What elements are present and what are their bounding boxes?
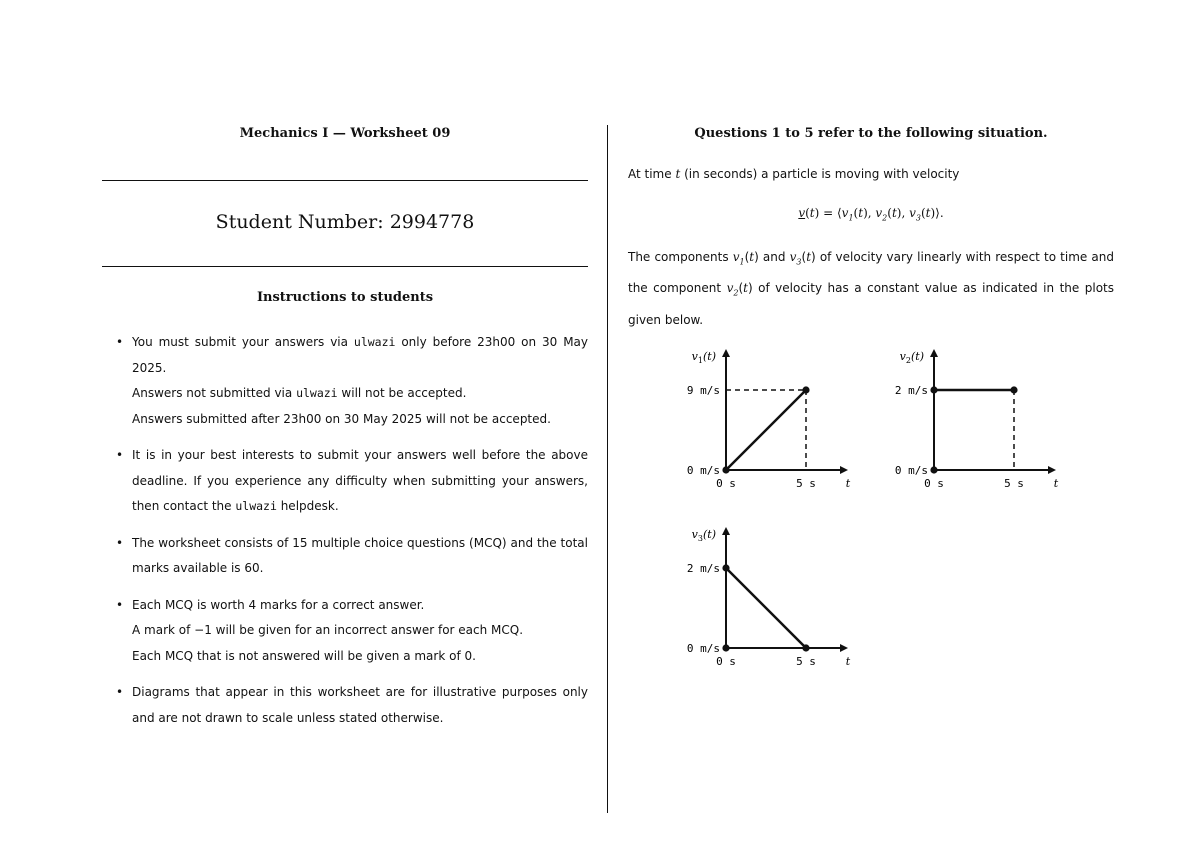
student-number-value: 2994778	[389, 211, 475, 233]
instruction-item	[102, 531, 588, 582]
x-axis-arrow-icon	[840, 644, 848, 652]
instruction-line: Each MCQ that is not answered will be given a mark of 0.	[132, 648, 476, 663]
data-point	[802, 386, 809, 393]
y-tick-label: 0 m/s	[686, 464, 720, 477]
instruction-item	[102, 443, 588, 520]
velocity-equation-render: $v(t) = ⟨v_1(t)$, $v_2(t)$, $v_3(t)⟩$.	[798, 206, 944, 223]
bullet-icon: •	[116, 535, 124, 550]
platform-name: ulwazi	[235, 499, 277, 513]
data-point	[802, 644, 809, 651]
instruction-line: Answers not submitted via ulwazi will not be accepted.	[132, 386, 467, 400]
y-axis-label: $v_1(t)$	[691, 350, 716, 365]
data-point	[722, 564, 729, 571]
x-tick-label: 0 s	[716, 477, 736, 490]
bullet-icon: •	[116, 685, 124, 699]
instruction-item	[102, 330, 588, 432]
bullet-icon: •	[116, 448, 124, 462]
data-point	[722, 466, 729, 473]
y-axis-arrow-icon	[722, 527, 730, 535]
components-paragraph	[628, 244, 1114, 333]
student-number-label: Student Number:	[215, 211, 384, 233]
instruction-line: A mark of −1 will be given for an incorrect answer for each MCQ.	[132, 623, 524, 637]
x-axis-label: t	[1053, 477, 1059, 490]
worksheet-title: Mechanics I — Worksheet 09	[239, 126, 451, 141]
instruction-line: Each MCQ is worth 4 marks for a correct answer.	[132, 597, 425, 612]
y-tick-label: 9 m/s	[686, 384, 720, 397]
x-tick-label: 5 s	[796, 655, 816, 668]
plot-v2	[880, 340, 1070, 493]
instruction-line: You must submit your answers via ulwazi only before 23h00 on 30 May 2025.	[132, 335, 588, 375]
series-line	[726, 568, 806, 648]
x-tick-label: 5 s	[1004, 477, 1024, 490]
y-axis-arrow-icon	[722, 349, 730, 357]
origin-point	[722, 644, 729, 651]
bullet-icon: •	[116, 597, 124, 612]
instruction-line: Answers submitted after 23h00 on 30 May 2025 will not be accepted.	[132, 411, 551, 426]
x-axis-arrow-icon	[840, 466, 848, 474]
plot-v1	[672, 340, 862, 493]
instruction-line: Diagrams that appear in this worksheet are for illustrative purposes only and are not drawn to scale unless stated otherwise.	[132, 685, 588, 725]
intro-time-variable: t	[675, 167, 681, 181]
bullet-icon: •	[116, 335, 124, 349]
intro-after: (in seconds) a particle is moving with velocity	[680, 167, 960, 181]
y-axis-label: $v_2(t)$	[899, 350, 924, 365]
x-axis-label: t	[845, 655, 851, 668]
column-divider	[607, 125, 608, 813]
y-tick-label: 2 m/s	[894, 384, 928, 397]
y-tick-label: 2 m/s	[686, 562, 720, 575]
series-line	[726, 390, 806, 470]
velocity-equation	[628, 206, 1114, 222]
data-point	[1010, 386, 1017, 393]
instruction-item	[102, 680, 588, 731]
top-rule	[102, 180, 588, 181]
platform-name: ulwazi	[353, 335, 396, 349]
plot-v2-svg	[880, 340, 1070, 490]
x-tick-label: 0 s	[924, 477, 944, 490]
plot-v3-svg	[672, 518, 862, 668]
instructions-list	[102, 330, 588, 742]
plot-v3	[672, 518, 862, 671]
instruction-item	[102, 593, 588, 670]
bottom-rule	[102, 266, 588, 267]
instructions-heading: Instructions to students	[256, 290, 434, 305]
instruction-line: The worksheet consists of 15 multiple choice questions (MCQ) and the total marks available is 60.	[132, 535, 588, 575]
student-number-row	[102, 211, 588, 233]
data-point	[930, 386, 937, 393]
origin-point	[930, 466, 937, 473]
questions-heading: Questions 1 to 5 refer to the following situation.	[694, 126, 1048, 141]
platform-name: ulwazi	[296, 386, 338, 400]
y-axis-label: $v_3(t)$	[691, 528, 716, 543]
x-tick-label: 5 s	[796, 477, 816, 490]
intro-before: At time	[628, 167, 676, 181]
x-axis-label: t	[845, 477, 851, 490]
components-paragraph-render: The components $v_1(t)$ and $v_3(t)$ of velocity vary linearly with respect to time and the component $v_2(t)$ of velocity has a constant value as indicated in the plots given below.	[628, 250, 1114, 327]
intro-text	[628, 167, 1114, 181]
plot-v1-svg	[672, 340, 862, 490]
x-tick-label: 0 s	[716, 655, 736, 668]
y-tick-label: 0 m/s	[686, 642, 720, 655]
y-axis-arrow-icon	[930, 349, 938, 357]
instruction-line: It is in your best interests to submit your answers well before the above deadline. If you experience any difficulty when submitting your answers, then contact the ulwazi helpdesk.	[132, 448, 588, 513]
x-axis-arrow-icon	[1048, 466, 1056, 474]
y-tick-label: 0 m/s	[894, 464, 928, 477]
